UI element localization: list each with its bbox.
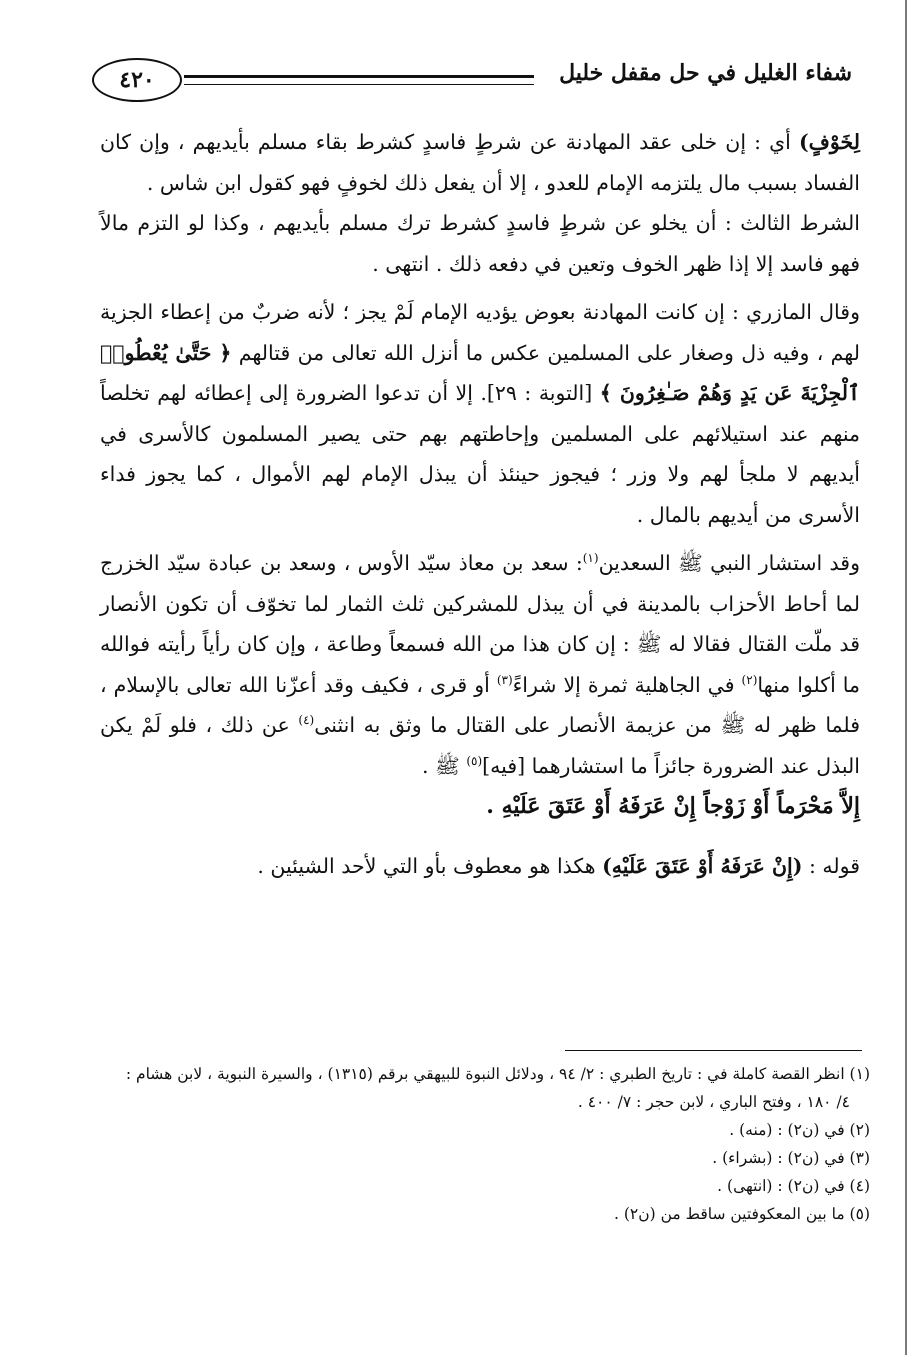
footnote-3: (٣) في (ن٢) : (بشراء) . bbox=[712, 1149, 870, 1167]
paragraph-5 bbox=[100, 846, 860, 887]
paragraph-4-e: عن ذلك ، فلو لَمْ يكن البذل عند الضرورة جائزاً ما استشارهما [فيه] bbox=[100, 713, 860, 778]
paragraph-4-a: وقد استشار النبي ﷺ السعدين bbox=[598, 551, 860, 575]
footnote-ref-5[interactable]: (٥) bbox=[466, 753, 483, 768]
footnote-2: (٢) في (ن٢) : (منه) . bbox=[729, 1121, 870, 1139]
page-header bbox=[92, 56, 852, 106]
matn-heading: إِلاَّ مَحْرَماً أَوْ زَوْجاً إِنْ عَرَفَهُ أَوْ عَتَقَ عَلَيْهِ . bbox=[486, 793, 860, 819]
paragraph-4-d: أو قرى ، فكيف وقد أعزّنا الله تعالى بالإسلام ، فلما ظهر له ﷺ من عزيمة الأنصار على القتال ما وثق به انثنى bbox=[100, 672, 860, 737]
verse-reference: [التوبة : ٢٩]. bbox=[480, 381, 600, 405]
footnote-4: (٤) في (ن٢) : (انتهى) . bbox=[717, 1177, 870, 1195]
main-text bbox=[100, 122, 860, 886]
paragraph-4 bbox=[100, 543, 860, 786]
footnote-separator bbox=[565, 1050, 862, 1051]
paragraph-5-b: هكذا هو معطوف بأو التي لأحد الشيئين . bbox=[257, 853, 603, 878]
spacer bbox=[100, 535, 860, 543]
paragraph-1-text: أي : إن خلى عقد المهادنة عن شرطٍ فاسدٍ كشرط بقاء مسلم بأيديهم ، وإن كان الفساد بسبب مال يلتزمه الإمام للعدو ، إلا أن يفعل ذلك لخوفٍ فهو كقول ابن شاس . bbox=[100, 130, 860, 195]
running-title: شفاء الغليل في حل مقفل خليل bbox=[559, 60, 852, 86]
paragraph-4-c: في الجاهلية ثمرة إلا شراءً bbox=[512, 672, 742, 697]
footnote-ref-2[interactable]: (٢) bbox=[741, 672, 758, 687]
footnote-ref-4[interactable]: (٤) bbox=[298, 713, 315, 728]
footnote-ref-3[interactable]: (٣) bbox=[496, 672, 513, 687]
paragraph-4-f: ﷺ . bbox=[421, 753, 467, 778]
footnote-5: (٥) ما بين المعكوفتين ساقط من (ن٢) . bbox=[613, 1205, 870, 1223]
footnote-1-continued: ٤/ ١٨٠ ، وفتح الباري ، لابن حجر : ٧/ ٤٠٠ . bbox=[577, 1093, 850, 1111]
page-edge-line bbox=[905, 0, 907, 1355]
paragraph-4-b: : سعد بن معاذ سيّد الأوس ، وسعد بن عبادة سيّد الخزرج لما أحاط الأحزاب بالمدينة في أن يبذل للمشركين ثلث الثمار لما تخوّف أن تكون الأنصار قد ملّت القتال فقالا له ﷺ : إن كان هذا من الله فسمعاً وطاعة ، وإن كان رأياً رأيته فوالله ما أكلوا منها bbox=[100, 551, 860, 697]
paragraph-1 bbox=[100, 122, 860, 203]
footnotes bbox=[118, 1060, 870, 1228]
paragraph-2: الشرط الثالث : أن يخلو عن شرطٍ فاسدٍ كشرط ترك مسلم بأيديهم ، وكذا لو التزم مالاً فهو فاسد إلا إذا ظهر الخوف وتعين في دفعه ذلك . انتهى . bbox=[100, 211, 860, 276]
quran-verse: ﴿ حَتَّىٰ يُعْطُوا۟ ٱلْجِزْيَةَ عَن يَدٍ وَهُمْ صَـٰغِرُونَ ﴾ bbox=[100, 340, 860, 405]
spacer bbox=[100, 284, 860, 292]
footnote-1: (١) انظر القصة كاملة في : تاريخ الطبري : ٢/ ٩٤ ، ودلائل النبوة للبيهقي برقم (١٣١٥) ، والسيرة النبوية ، لابن هشام : bbox=[125, 1065, 870, 1083]
lemma-lead: لِخَوْفٍ) bbox=[798, 130, 860, 154]
quoted-lemma: (إِنْ عَرَفَهُ أَوْ عَتَقَ عَلَيْهِ) bbox=[602, 853, 803, 878]
spacer bbox=[100, 835, 860, 846]
paragraph-3-a: وقال المازري : إن كانت المهادنة بعوض يؤديه الإمام لَمْ يجز ؛ لأنه ضربٌ من إعطاء الجزية لهم ، وفيه ذل وصغار على المسلمين عكس ما أنزل الله تعالى من قتالهم bbox=[100, 300, 860, 365]
footnote-ref-1[interactable]: (١) bbox=[582, 551, 599, 566]
page-number: ٤٢٠ bbox=[92, 58, 182, 102]
header-rule bbox=[184, 75, 534, 85]
paragraph-5-a: قوله : bbox=[802, 853, 860, 878]
paragraph-3 bbox=[100, 292, 860, 535]
paragraph-3-b: إلا أن تدعوا الضرورة إلى إعطائه لهم تخلصاً منهم عند استيلائهم على المسلمين وإحاطتهم بهم حتى يصير المسلمون كالأسرى في أيديهم لا ملجأ لهم ولا وزر ؛ فيجوز حينئذ أن يبذل الإمام لهم الأموال ، كما يجوز فداء الأسرى من أيديهم بالمال . bbox=[100, 381, 860, 527]
